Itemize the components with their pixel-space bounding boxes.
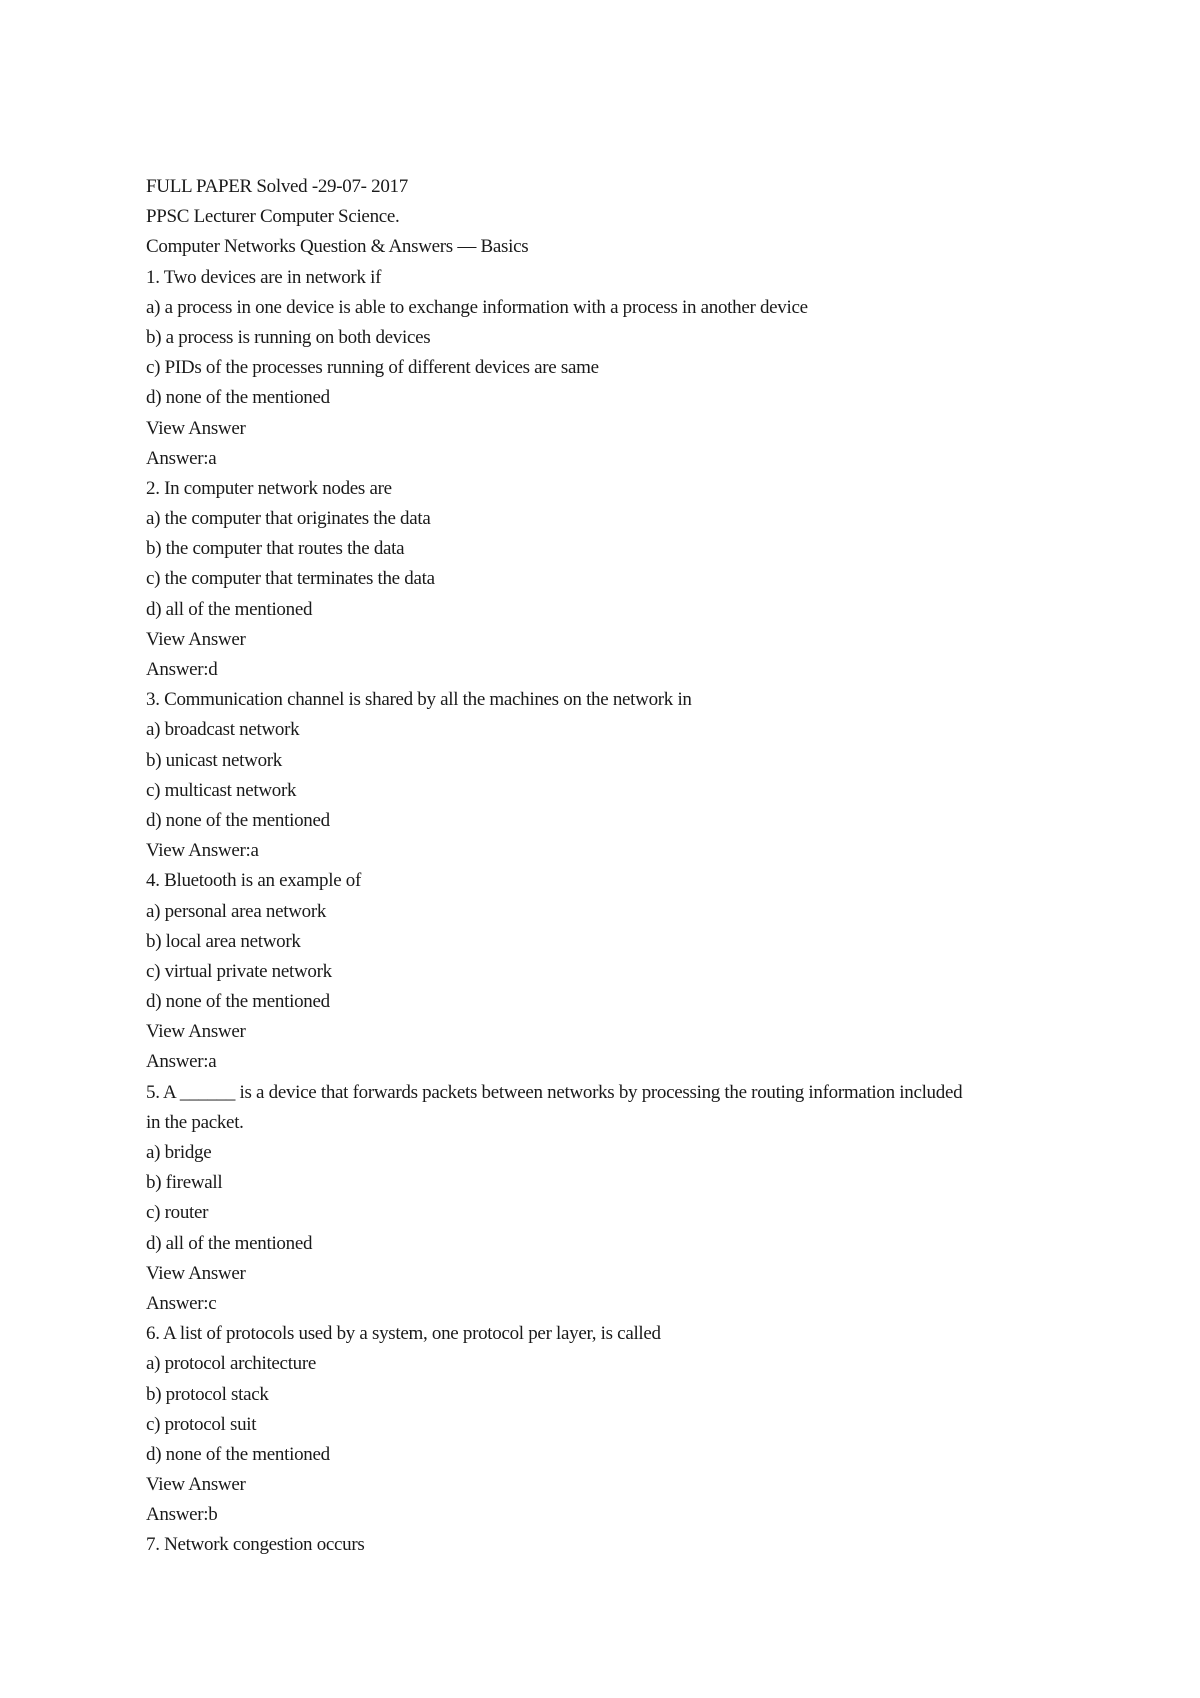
answer-option: c) multicast network — [146, 779, 297, 801]
view-answer-text: View Answer — [146, 1262, 246, 1284]
question-text: 3. Communication channel is shared by all the machines on the network in — [146, 689, 692, 711]
view-answer-text: View Answer — [146, 628, 246, 650]
answer-key: Answer:a — [146, 447, 217, 469]
answer-option: a) the computer that originates the data — [146, 508, 431, 530]
answer-option: d) all of the mentioned — [146, 1232, 313, 1254]
view-answer-text: View Answer:a — [146, 840, 259, 862]
answer-option: b) a process is running on both devices — [146, 326, 431, 348]
question-text: 7. Network congestion occurs — [146, 1534, 365, 1556]
answer-option: c) protocol suit — [146, 1413, 257, 1435]
answer-option: d) none of the mentioned — [146, 991, 330, 1013]
answer-option: a) a process in one device is able to exchange information with a process in another device — [146, 296, 808, 318]
question-text: 6. A list of protocols used by a system, one protocol per layer, is called — [146, 1323, 661, 1345]
answer-option: c) the computer that terminates the data — [146, 568, 435, 590]
question-text: 5. A ______ is a device that forwards packets between networks by processing the routing information included — [146, 1081, 963, 1103]
view-answer-text: View Answer — [146, 417, 246, 439]
answer-option: d) none of the mentioned — [146, 1443, 330, 1465]
answer-option: a) broadcast network — [146, 719, 300, 741]
answer-option: c) router — [146, 1202, 209, 1224]
answer-option: b) local area network — [146, 930, 301, 952]
answer-option: b) unicast network — [146, 749, 283, 771]
answer-option: d) none of the mentioned — [146, 387, 330, 409]
answer-option: c) virtual private network — [146, 960, 332, 982]
text-line: in the packet. — [146, 1111, 244, 1133]
answer-option: b) firewall — [146, 1172, 223, 1194]
question-text: 4. Bluetooth is an example of — [146, 870, 362, 892]
answer-key: Answer:b — [146, 1504, 218, 1526]
answer-key: Answer:c — [146, 1292, 217, 1314]
question-text: 1. Two devices are in network if — [146, 266, 382, 288]
answer-key: Answer:a — [146, 1051, 217, 1073]
view-answer-text: View Answer — [146, 1474, 246, 1496]
answer-option: a) bridge — [146, 1142, 212, 1163]
answer-option: d) none of the mentioned — [146, 809, 330, 831]
question-text: 2. In computer network nodes are — [146, 477, 392, 499]
answer-option: a) protocol architecture — [146, 1353, 317, 1375]
answer-option: c) PIDs of the processes running of different devices are same — [146, 357, 599, 379]
document-heading-line: PPSC Lecturer Computer Science. — [146, 206, 400, 228]
answer-option: b) the computer that routes the data — [146, 538, 405, 560]
answer-option: b) protocol stack — [146, 1383, 269, 1405]
answer-key: Answer:d — [146, 659, 218, 680]
document-page-text — [146, 172, 1076, 1561]
document-heading-line: FULL PAPER Solved -29-07- 2017 — [146, 176, 408, 197]
document-heading-line: Computer Networks Question & Answers — Basics — [146, 236, 529, 258]
view-answer-text: View Answer — [146, 1021, 246, 1043]
answer-option: a) personal area network — [146, 900, 327, 922]
answer-option: d) all of the mentioned — [146, 598, 313, 620]
